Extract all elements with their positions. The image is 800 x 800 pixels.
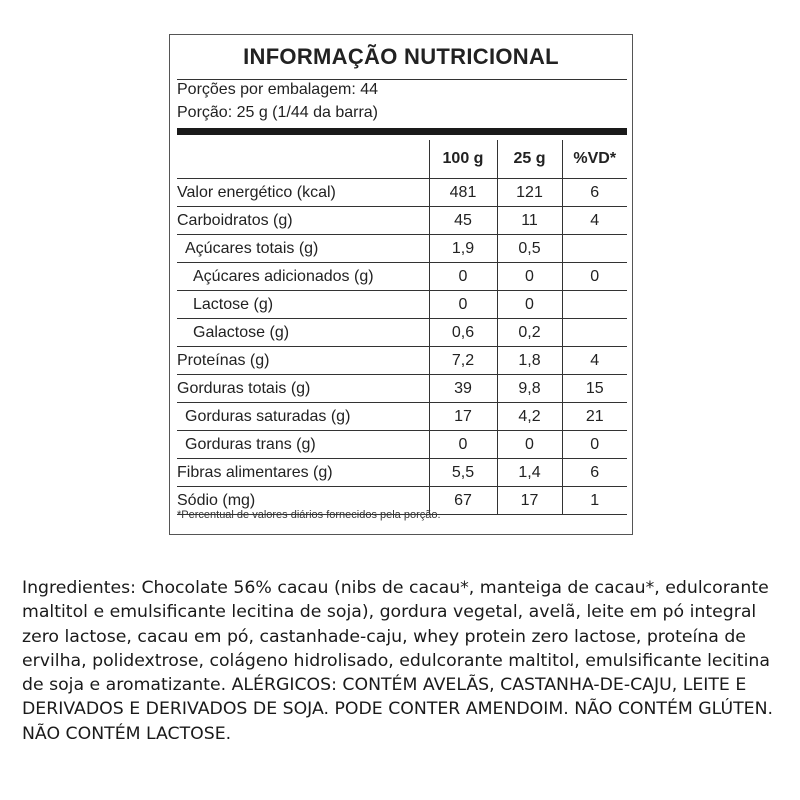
value-per-100g: 0,6 xyxy=(429,319,497,347)
daily-value-percent: 6 xyxy=(562,179,627,207)
daily-value-percent: 6 xyxy=(562,459,627,487)
daily-value-percent xyxy=(562,319,627,347)
footnote: *Percentual de valores diários fornecidos pela porção. xyxy=(177,509,441,521)
value-per-100g: 67 xyxy=(429,487,497,515)
value-per-25g: 11 xyxy=(497,207,562,235)
value-per-25g: 4,2 xyxy=(497,403,562,431)
value-per-25g: 121 xyxy=(497,179,562,207)
nutrient-row xyxy=(177,347,627,375)
nutrient-row xyxy=(177,375,627,403)
value-per-25g: 9,8 xyxy=(497,375,562,403)
value-per-25g: 1,4 xyxy=(497,459,562,487)
nutrient-name: Gorduras trans (g) xyxy=(177,431,429,459)
nutrient-name: Açúcares adicionados (g) xyxy=(177,263,429,291)
value-per-100g: 481 xyxy=(429,179,497,207)
nutrient-row xyxy=(177,403,627,431)
daily-value-percent: 21 xyxy=(562,403,627,431)
daily-value-percent: 0 xyxy=(562,431,627,459)
value-per-25g: 1,8 xyxy=(497,347,562,375)
value-per-100g: 5,5 xyxy=(429,459,497,487)
value-per-100g: 39 xyxy=(429,375,497,403)
value-per-100g: 45 xyxy=(429,207,497,235)
nutrition-title: INFORMAÇÃO NUTRICIONAL xyxy=(243,44,559,69)
nutrient-row xyxy=(177,319,627,347)
value-per-100g: 1,9 xyxy=(429,235,497,263)
ingredients-text: Ingredientes: Chocolate 56% cacau (nibs de cacau*, manteiga de cacau*, edulcorante maltitol e emulsificante lecitina de soja), gordura vegetal, avelã, leite em pó integral zero lactose, cacau em pó, castanha⁠de-caju, whey protein zero lactose, proteína de ervilha, polidextrose, colágeno hidrolisado, edulcorante maltitol, emulsificante lecitina de soja e aromatizante. ALÉRGICOS: CONTÉM AVELÃS, CASTANHA-DE-CAJU, LEITE E DERIVADOS E DERIVADOS DE SOJA. PODE CONTER AMENDOIM. NÃO CONTÉM GLÚTEN. NÃO CONTÉM LACTOSE. xyxy=(22,578,773,744)
value-per-25g: 0,5 xyxy=(497,235,562,263)
daily-value-percent: 1 xyxy=(562,487,627,515)
nutrient-name: Carboidratos (g) xyxy=(177,207,429,235)
serving-size: Porção: 25 g (1/44 da barra) xyxy=(177,104,379,121)
nutrition-table xyxy=(177,140,627,515)
header-100g: 100 g xyxy=(429,140,497,179)
nutrient-name: Açúcares totais (g) xyxy=(177,235,429,263)
nutrient-name: Sódio (mg) xyxy=(177,487,429,515)
nutrient-name: Proteínas (g) xyxy=(177,347,429,375)
table-header-row xyxy=(177,140,627,179)
servings-per-package: Porções por embalagem: 44 xyxy=(177,81,378,98)
nutrient-row xyxy=(177,179,627,207)
header-nutrient xyxy=(177,140,429,179)
value-per-25g: 0 xyxy=(497,431,562,459)
daily-value-percent xyxy=(562,235,627,263)
nutrient-name: Fibras alimentares (g) xyxy=(177,459,429,487)
value-per-100g: 0 xyxy=(429,291,497,319)
nutrient-name: Galactose (g) xyxy=(177,319,429,347)
nutrient-row xyxy=(177,263,627,291)
daily-value-percent: 4 xyxy=(562,207,627,235)
header-vd: %VD* xyxy=(562,140,627,179)
value-per-100g: 7,2 xyxy=(429,347,497,375)
value-per-100g: 17 xyxy=(429,403,497,431)
nutrient-name: Gorduras totais (g) xyxy=(177,375,429,403)
nutrient-row xyxy=(177,207,627,235)
nutrient-name: Valor energético (kcal) xyxy=(177,179,429,207)
title-divider xyxy=(177,79,627,80)
header-25g: 25 g xyxy=(497,140,562,179)
value-per-25g: 0 xyxy=(497,263,562,291)
value-per-25g: 0 xyxy=(497,291,562,319)
nutrient-name: Lactose (g) xyxy=(177,291,429,319)
value-per-100g: 0 xyxy=(429,263,497,291)
value-per-25g: 17 xyxy=(497,487,562,515)
value-per-100g: 0 xyxy=(429,431,497,459)
value-per-25g: 0,2 xyxy=(497,319,562,347)
thick-divider xyxy=(177,128,627,135)
nutrient-row xyxy=(177,291,627,319)
daily-value-percent: 0 xyxy=(562,263,627,291)
daily-value-percent: 15 xyxy=(562,375,627,403)
nutrient-name: Gorduras saturadas (g) xyxy=(177,403,429,431)
daily-value-percent: 4 xyxy=(562,347,627,375)
daily-value-percent xyxy=(562,291,627,319)
nutrition-facts-panel xyxy=(169,34,633,535)
nutrient-row xyxy=(177,431,627,459)
nutrient-row xyxy=(177,235,627,263)
nutrient-row xyxy=(177,459,627,487)
